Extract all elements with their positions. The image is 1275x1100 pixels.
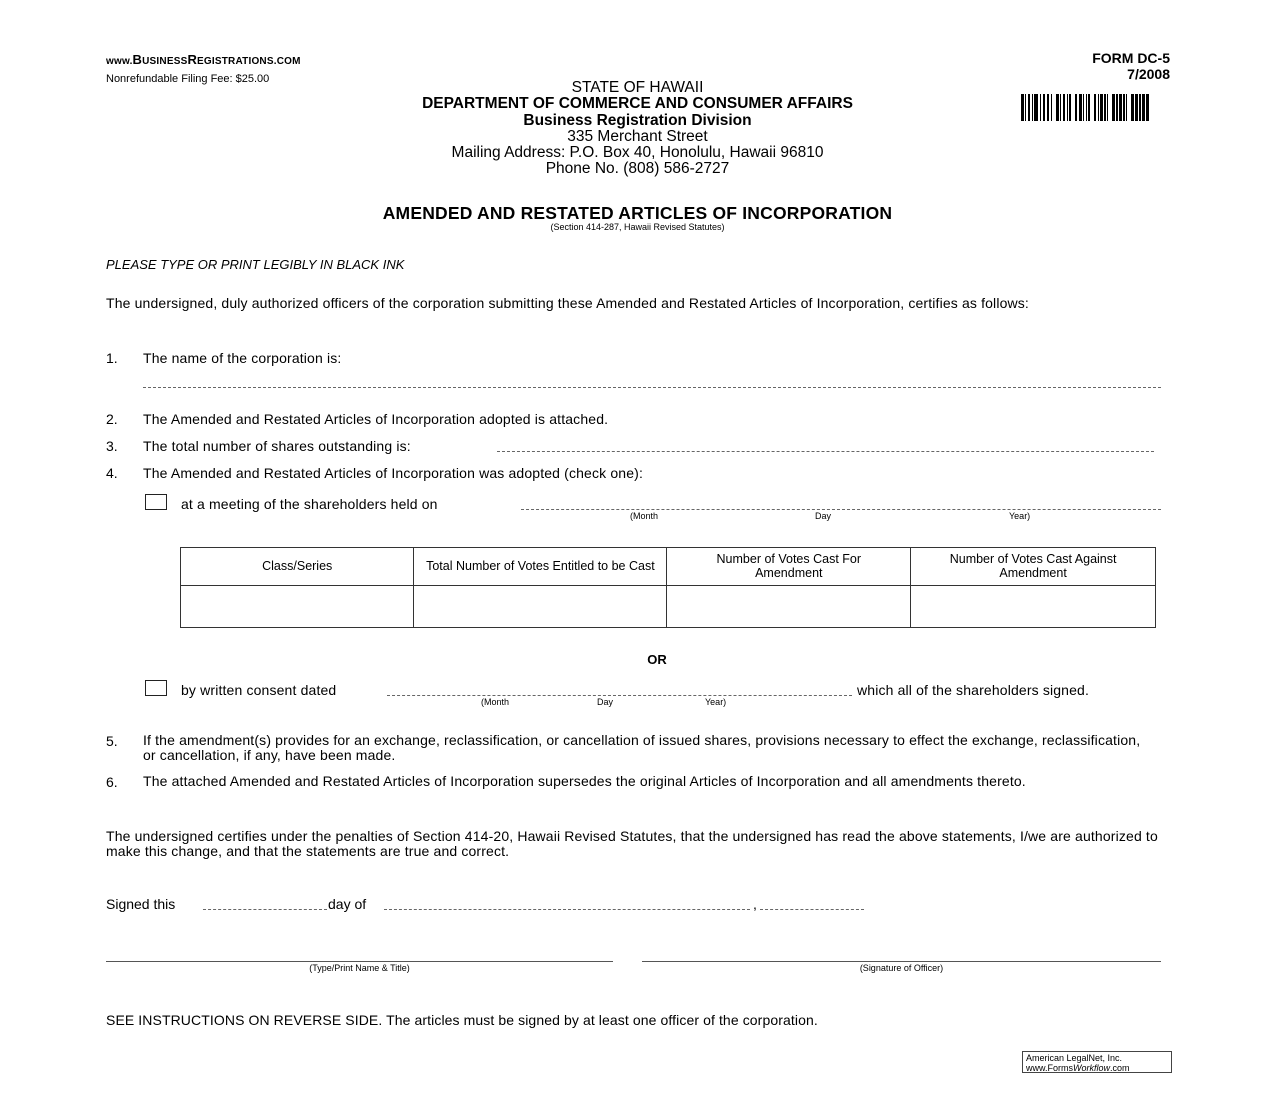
item-text-4: The Amended and Restated Articles of Incorporation was adopted (check one): — [143, 465, 643, 481]
table-row — [181, 586, 1156, 628]
publisher-url — [1026, 1063, 1168, 1073]
publisher-name: American LegalNet, Inc. — [1026, 1053, 1123, 1063]
item-text-1: The name of the corporation is: — [143, 350, 342, 366]
consent-date-field[interactable] — [390, 678, 848, 694]
meeting-year-label: Year) — [1009, 511, 1031, 521]
website-b: B — [132, 52, 143, 67]
agency-header — [300, 80, 975, 178]
website-usiness: USINESS — [142, 56, 188, 67]
print-name-line — [106, 961, 613, 962]
item-text-2: The Amended and Restated Articles of Incorporation adopted is attached. — [143, 411, 609, 427]
meeting-day-label: Day — [815, 511, 832, 521]
cell-votes-for[interactable] — [667, 586, 911, 628]
shares-outstanding-field[interactable] — [500, 434, 1150, 450]
item-number-1: 1. — [106, 350, 118, 366]
consent-date-line — [387, 695, 852, 696]
form-number: FORM DC-5 — [1092, 50, 1170, 66]
filing-fee: Nonrefundable Filing Fee: $25.00 — [106, 73, 270, 85]
votes-table-header-row — [181, 548, 1156, 586]
header-votes-entitled — [414, 548, 667, 586]
barcode-icon — [1021, 94, 1207, 121]
corporation-name-field[interactable] — [146, 370, 1156, 386]
publisher-url-suffix: .com — [1110, 1063, 1130, 1073]
meeting-date-field[interactable] — [525, 492, 1155, 508]
consent-month-label: (Month — [481, 697, 510, 707]
print-name-title-label: (Type/Print Name & Title) — [309, 963, 410, 973]
phone-number: Phone No. (808) 586-2727 — [545, 160, 730, 178]
division-name: Business Registration Division — [523, 111, 752, 129]
written-consent-label: by written consent dated — [181, 682, 337, 698]
state-name: STATE OF HAWAII — [571, 79, 704, 96]
signed-year-field[interactable] — [762, 892, 862, 908]
corporation-name-line — [143, 387, 1161, 388]
mailing-address: Mailing Address: P.O. Box 40, Honolulu, Hawaii 96810 — [451, 144, 824, 162]
signed-month-line — [384, 909, 750, 910]
votes-table — [180, 547, 1156, 628]
signed-day-line — [203, 909, 327, 910]
shares-outstanding-line — [497, 451, 1154, 452]
print-name-title-field[interactable] — [108, 944, 608, 960]
form-date: 7/2008 — [1127, 66, 1170, 82]
meeting-month-label: (Month — [630, 511, 659, 521]
cell-votes-entitled[interactable] — [414, 586, 667, 628]
cell-votes-against[interactable] — [911, 586, 1156, 628]
or-separator: OR — [647, 652, 667, 667]
header-votes-for-text: Number of Votes Cast For Amendment — [716, 552, 862, 580]
signature-line — [642, 961, 1161, 962]
header-votes-for — [667, 548, 911, 586]
meeting-option-label: at a meeting of the shareholders held on — [181, 496, 438, 512]
header-votes-against-text: Number of Votes Cast Against Amendment — [949, 552, 1117, 580]
website-prefix: www. — [106, 56, 133, 67]
item-number-2: 2. — [106, 411, 118, 427]
header-class-series: Class/Series — [181, 548, 414, 586]
website-r: R — [187, 52, 198, 67]
consent-year-label: Year) — [705, 697, 727, 707]
item-number-5: 5. — [106, 733, 118, 749]
signed-this-label: Signed this — [106, 896, 176, 912]
department-name: DEPARTMENT OF COMMERCE AND CONSUMER AFFAIRS — [422, 95, 853, 113]
street-address: 335 Merchant Street — [567, 127, 708, 145]
signed-day-field[interactable] — [205, 892, 325, 908]
signed-month-field[interactable] — [386, 892, 748, 908]
intro-paragraph: The undersigned, duly authorized officers of the corporation submitting these Amended and Restated Articles of Incorporation, certifies as follows: — [106, 295, 1029, 311]
item-number-6: 6. — [106, 774, 118, 790]
signed-year-line — [760, 909, 864, 910]
form-number-block — [1040, 50, 1170, 82]
ink-instructions: PLEASE TYPE OR PRINT LEGIBLY IN BLACK INK — [106, 257, 405, 272]
day-of-label: day of — [328, 896, 367, 912]
statute-reference: (Section 414-287, Hawaii Revised Statutes) — [550, 222, 725, 232]
publisher-url-prefix: www.Forms — [1026, 1063, 1073, 1073]
header-votes-against — [911, 548, 1156, 586]
reverse-side-note: SEE INSTRUCTIONS ON REVERSE SIDE. The articles must be signed by at least one officer of the corporation. — [106, 1012, 818, 1028]
header-votes-entitled-text: Total Number of Votes Entitled to be Cast — [426, 558, 655, 573]
meeting-date-line — [521, 509, 1161, 510]
meeting-checkbox[interactable] — [145, 494, 167, 510]
officer-signature-field[interactable] — [644, 944, 1156, 960]
consent-day-label: Day — [597, 697, 614, 707]
item-number-4: 4. — [106, 465, 118, 481]
item-text-6: The attached Amended and Restated Articles of Incorporation supersedes the original Articles of Incorporation and all amendments thereto. — [143, 773, 1026, 789]
officer-signature-label: (Signature of Officer) — [859, 963, 944, 973]
written-consent-suffix: which all of the shareholders signed. — [857, 682, 1090, 698]
publisher-box — [1022, 1051, 1172, 1073]
written-consent-checkbox[interactable] — [145, 680, 167, 696]
website-egistrations: EGISTRATIONS.COM — [197, 56, 301, 67]
cell-class-series[interactable] — [181, 586, 414, 628]
item-text-5: If the amendment(s) provides for an exchange, reclassification, or cancellation of issued shares, provisions necessary to effect the exchange, reclassification, or cancellation, if any, have been made. — [143, 732, 1141, 763]
publisher-url-italic: Workflow — [1073, 1063, 1111, 1073]
website-url — [106, 52, 301, 67]
form-title: AMENDED AND RESTATED ARTICLES OF INCORPORATION — [382, 203, 893, 223]
certification-paragraph: The undersigned certifies under the penalties of Section 414-20, Hawaii Revised Statutes, that the undersigned has read the above statements, I/we are authorized to make this change, and that the statements are true and correct. — [106, 828, 1158, 859]
item-number-3: 3. — [106, 438, 118, 454]
comma: , — [753, 896, 757, 912]
item-text-3: The total number of shares outstanding is: — [143, 438, 411, 454]
